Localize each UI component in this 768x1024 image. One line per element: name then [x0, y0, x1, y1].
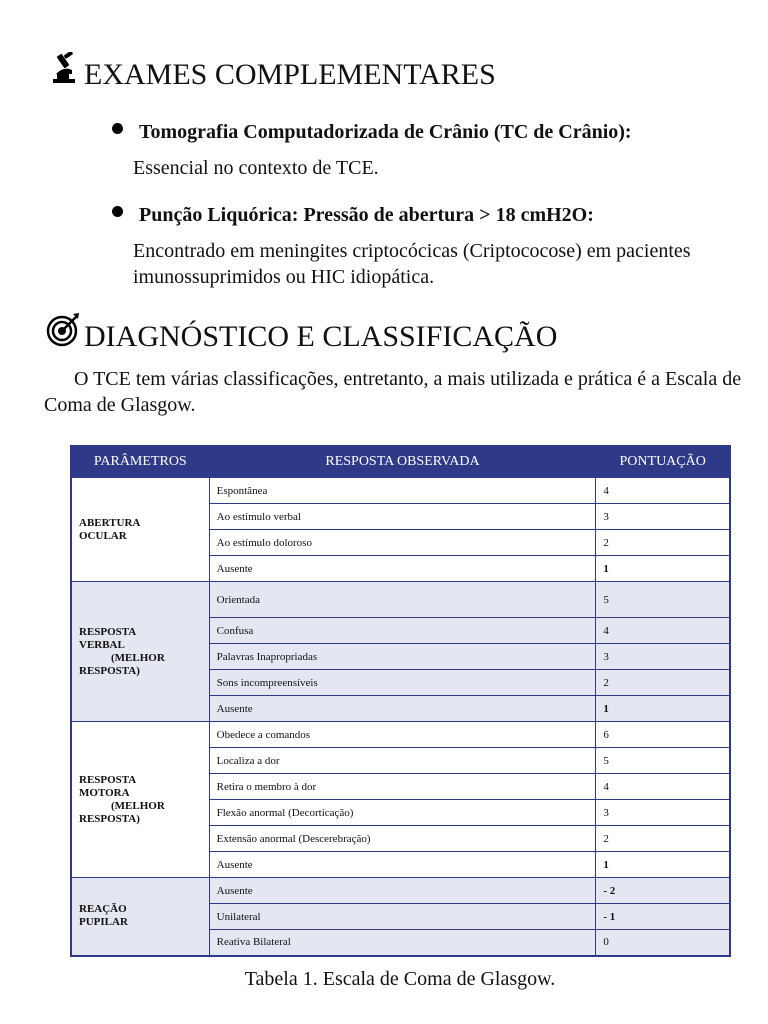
response-cell: Palavras Inapropriadas [209, 644, 596, 670]
score-cell: 2 [596, 826, 730, 852]
response-cell: Obedece a comandos [209, 722, 596, 748]
header-parameters: PARÂMETROS [71, 446, 209, 478]
header-observed-response: RESPOSTA OBSERVADA [209, 446, 596, 478]
parameter-label: VERBAL [79, 638, 125, 651]
score-cell: 2 [596, 530, 730, 556]
table-row [71, 582, 730, 618]
target-icon [46, 312, 82, 348]
response-cell: Ao estímulo verbal [209, 504, 596, 530]
parameter-label: RESPOSTA [79, 773, 137, 786]
glasgow-table [70, 445, 731, 957]
bullet-dot [112, 123, 123, 134]
parameter-cell [71, 582, 209, 722]
parameter-label: RESPOSTA) [79, 812, 140, 825]
score-cell: 4 [596, 774, 730, 800]
score-cell: 1 [596, 696, 730, 722]
response-cell: Ausente [209, 878, 596, 904]
parameter-label: (MELHOR [111, 799, 165, 812]
response-cell: Retira o membro à dor [209, 774, 596, 800]
bullet-text-puncture: Encontrado em meningites criptocócicas (Criptococose) em pacientes imunossuprimidos ou HIC idiopática. [133, 240, 691, 288]
response-cell: Sons incompreensíveis [209, 670, 596, 696]
header-score: PONTUAÇÃO [596, 446, 730, 478]
response-cell: Ao estímulo doloroso [209, 530, 596, 556]
score-cell: 3 [596, 644, 730, 670]
parameter-label: (MELHOR [111, 651, 165, 664]
parameter-cell [71, 478, 209, 582]
table-header-row [71, 446, 730, 478]
score-cell: 1 [596, 852, 730, 878]
response-cell: Orientada [209, 582, 596, 618]
score-cell: 3 [596, 800, 730, 826]
score-cell: 0 [596, 930, 730, 956]
parameter-cell [71, 878, 209, 956]
response-cell: Confusa [209, 618, 596, 644]
score-cell: 2 [596, 670, 730, 696]
score-cell: 3 [596, 504, 730, 530]
table-caption: Tabela 1. Escala de Coma de Glasgow. [244, 968, 556, 990]
score-cell: 1 [596, 556, 730, 582]
response-cell: Localiza a dor [209, 748, 596, 774]
response-cell: Flexão anormal (Decorticação) [209, 800, 596, 826]
microscope-icon [50, 52, 80, 86]
section-title-diagnosis: DIAGNÓSTICO E CLASSIFICAÇÃO [84, 320, 558, 353]
section-title-exams: EXAMES COMPLEMENTARES [84, 58, 496, 91]
bullet-title-ct: Tomografia Computadorizada de Crânio (TC de Crânio): [139, 121, 632, 143]
parameter-label: RESPOSTA [79, 625, 137, 638]
parameter-label: REAÇÃO [79, 903, 127, 916]
intro-paragraph: O TCE tem várias classificações, entretanto, a mais utilizada e prática é a Escala de Coma de Glasgow. [44, 368, 742, 416]
score-cell: 4 [596, 478, 730, 504]
parameter-label: RESPOSTA) [79, 664, 140, 677]
response-cell: Ausente [209, 556, 596, 582]
response-cell: Ausente [209, 696, 596, 722]
table-row [71, 478, 730, 504]
parameter-label: OCULAR [79, 529, 127, 542]
response-cell: Espontânea [209, 478, 596, 504]
response-cell: Extensão anormal (Descerebração) [209, 826, 596, 852]
parameter-label: PUPILAR [79, 916, 128, 929]
score-cell: 5 [596, 748, 730, 774]
score-cell: 5 [596, 582, 730, 618]
table-row [71, 878, 730, 904]
score-cell: - 2 [596, 878, 730, 904]
parameter-cell [71, 722, 209, 878]
response-cell: Reativa Bilateral [209, 930, 596, 956]
bullet-title-puncture: Punção Liquórica: Pressão de abertura > 18 cmH2O: [139, 204, 594, 226]
parameter-label: ABERTURA [79, 516, 141, 529]
score-cell: 6 [596, 722, 730, 748]
table-row [71, 722, 730, 748]
response-cell: Unilateral [209, 904, 596, 930]
score-cell: - 1 [596, 904, 730, 930]
bullet-dot [112, 206, 123, 217]
score-cell: 4 [596, 618, 730, 644]
bullet-text-ct: Essencial no contexto de TCE. [133, 157, 379, 179]
response-cell: Ausente [209, 852, 596, 878]
parameter-label: MOTORA [79, 786, 130, 799]
